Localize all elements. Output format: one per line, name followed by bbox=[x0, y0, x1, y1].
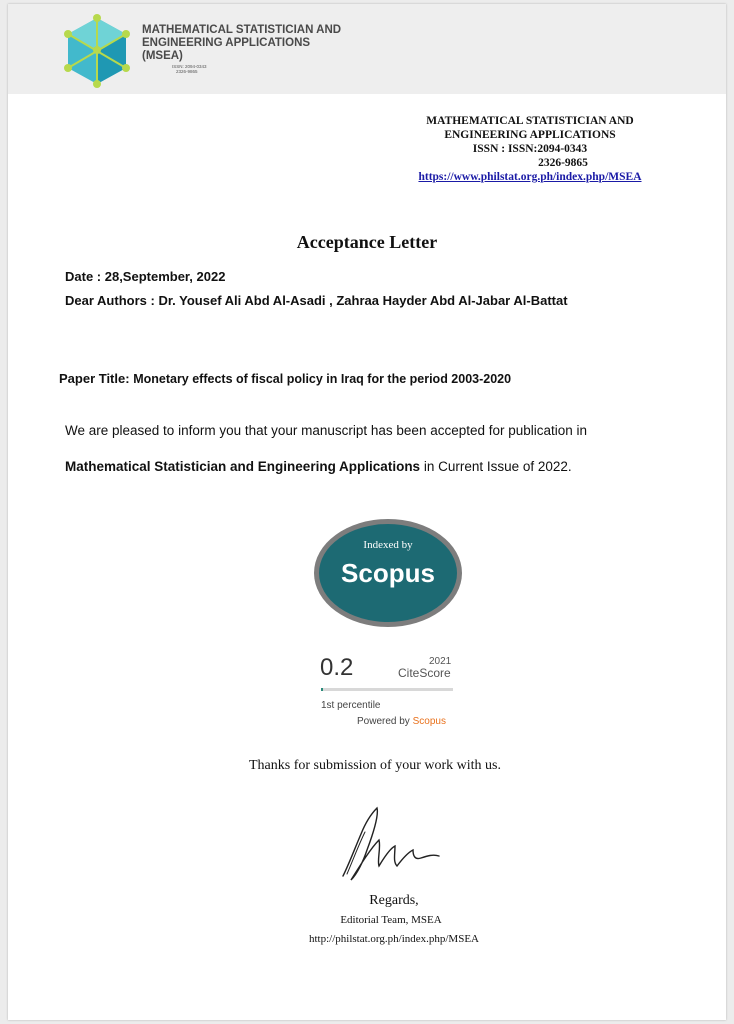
journal-name-bold: Mathematical Statistician and Engineering Applications bbox=[65, 459, 421, 474]
journal-issn-2: 2326-9865 bbox=[538, 157, 588, 169]
footer-site-url: http://philstat.org.ph/index.php/MSEA bbox=[309, 933, 479, 945]
authors-label: Dear Authors : bbox=[65, 293, 155, 308]
letter-title: Acceptance Letter bbox=[296, 232, 438, 252]
editorial-team-text: Editorial Team, MSEA bbox=[340, 914, 442, 926]
journal-name-line-2: ENGINEERING APPLICATIONS bbox=[444, 129, 616, 141]
signature-image bbox=[333, 804, 453, 884]
powered-by-brand: Scopus bbox=[412, 716, 446, 727]
brand-issn-2: 2326-9865 bbox=[176, 69, 198, 74]
thanks-text: Thanks for submission of your work with us. bbox=[249, 758, 501, 773]
scopus-brand-text: Scopus bbox=[341, 558, 435, 588]
citescore-percentile-fill bbox=[321, 688, 323, 691]
journal-name-line-1: MATHEMATICAL STATISTICIAN AND bbox=[426, 115, 634, 127]
acceptance-text-rest: in Current Issue of 2022. bbox=[420, 459, 572, 474]
acceptance-text-line-2 bbox=[65, 459, 572, 474]
scopus-indexed-badge bbox=[313, 518, 463, 628]
paper-title-line bbox=[59, 371, 511, 386]
brand-name bbox=[142, 24, 341, 63]
brand-issn-1: ISSN: 2094-0343 bbox=[172, 64, 207, 69]
citescore-value: 0.2 bbox=[320, 654, 354, 681]
powered-by-scopus bbox=[357, 716, 446, 727]
letter-page bbox=[8, 4, 726, 1020]
citescore-percentile-text: 1st percentile bbox=[321, 700, 381, 711]
brand-line-3: (MSEA) bbox=[142, 50, 183, 62]
brand-issn bbox=[172, 64, 207, 74]
citescore-label: CiteScore bbox=[398, 666, 451, 680]
citescore-widget[interactable] bbox=[320, 654, 470, 734]
scopus-indexed-by-text: Indexed by bbox=[363, 539, 413, 551]
header-band bbox=[8, 4, 726, 94]
acceptance-text-line-1: We are pleased to inform you that your manuscript has been accepted for publication in bbox=[65, 423, 588, 438]
citescore-year: 2021 bbox=[429, 656, 452, 667]
cube-network-icon bbox=[60, 12, 134, 90]
paper-title-value: Monetary effects of fiscal policy in Iraq for the period 2003-2020 bbox=[133, 372, 512, 386]
regards-text: Regards, bbox=[369, 893, 419, 908]
journal-info bbox=[380, 114, 680, 184]
powered-by-label: Powered by bbox=[357, 716, 410, 727]
paper-title-label: Paper Title: bbox=[59, 371, 130, 386]
authors-names: Dr. Yousef Ali Abd Al-Asadi , Zahraa Hayder Abd Al-Jabar Al-Battat bbox=[158, 293, 568, 308]
brand-line-1: MATHEMATICAL STATISTICIAN AND bbox=[142, 24, 342, 36]
journal-issn-1: ISSN : ISSN:2094-0343 bbox=[472, 143, 588, 155]
citescore-percentile-bar bbox=[321, 688, 453, 691]
journal-url-link[interactable]: https://www.philstat.org.ph/index.php/MSEA bbox=[418, 171, 642, 183]
letter-date: Date : 28,September, 2022 bbox=[65, 269, 226, 284]
authors-line bbox=[65, 293, 568, 308]
brand-line-2: ENGINEERING APPLICATIONS bbox=[142, 37, 311, 49]
